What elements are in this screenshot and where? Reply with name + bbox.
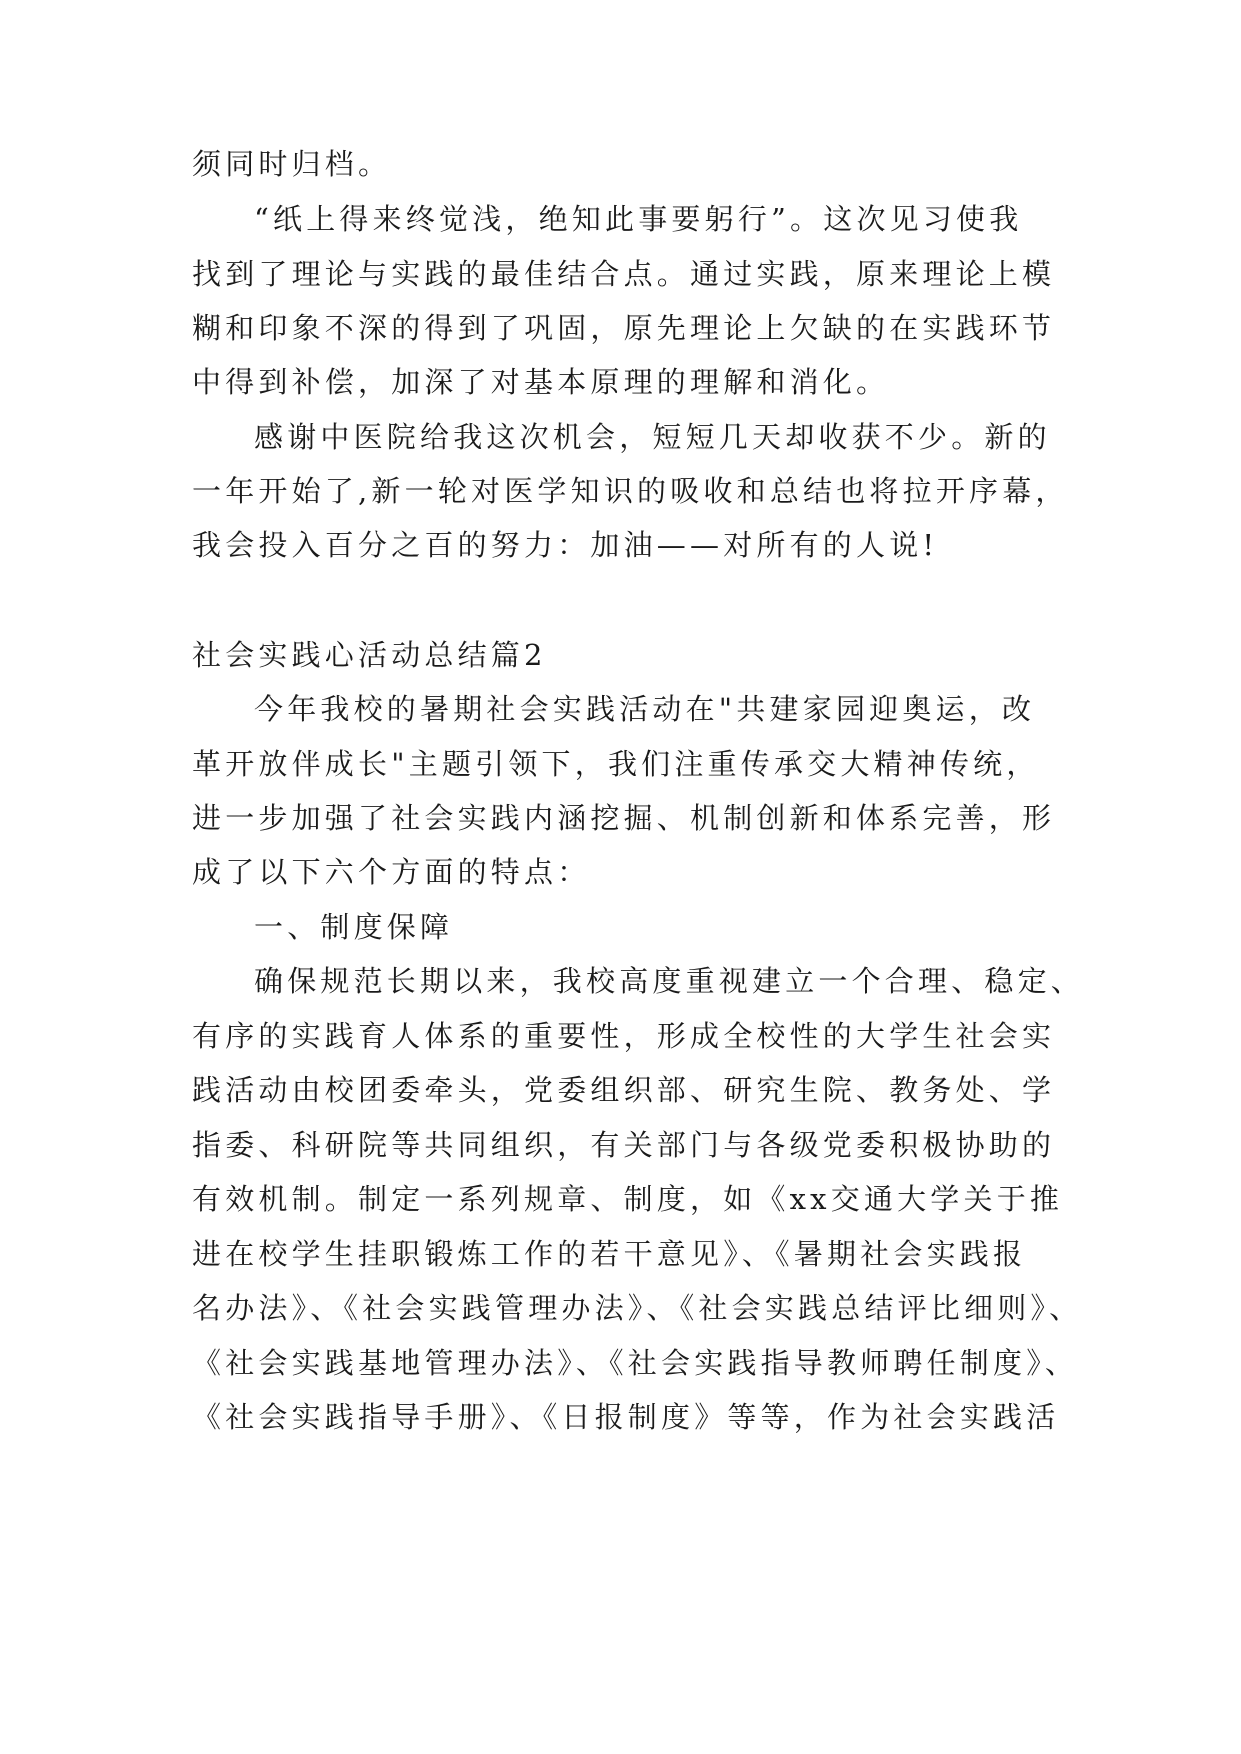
section-heading: 社会实践心活动总结篇2 <box>192 638 547 672</box>
paragraph-line: 我会投入百分之百的努力：加油——对所有的人说! <box>192 528 939 562</box>
paragraph-line: 指委、科研院等共同组织，有关部门与各级党委积极协助的 <box>192 1128 1056 1162</box>
paragraph-line: 进一步加强了社会实践内涵挖掘、机制创新和体系完善，形 <box>192 801 1056 835</box>
paragraph-line: 须同时归档。 <box>192 147 392 181</box>
paragraph-line: 《社会实践基地管理办法》、《社会实践指导教师聘任制度》、 <box>192 1346 1079 1380</box>
paragraph-line: 名办法》、《社会实践管理办法》、《社会实践总结评比细则》、 <box>192 1291 1083 1325</box>
paragraph-line: 糊和印象不深的得到了巩固，原先理论上欠缺的在实践环节 <box>192 311 1056 345</box>
paragraph-line: 确保规范长期以来，我校高度重视建立一个合理、稳定、 <box>254 964 1085 998</box>
paragraph-line: 践活动由校团委牵头，党委组织部、研究生院、教务处、学 <box>192 1073 1056 1107</box>
paragraph-line: 成了以下六个方面的特点： <box>192 855 591 889</box>
paragraph-line: 感谢中医院给我这次机会，短短几天却收获不少。新的 <box>254 420 1051 454</box>
paragraph-line: 进在校学生挂职锻炼工作的若干意见》、《暑期社会实践报 <box>192 1237 1027 1271</box>
paragraph-line: 找到了理论与实践的最佳结合点。通过实践，原来理论上模 <box>192 257 1056 291</box>
subsection-heading: 一、制度保障 <box>254 910 454 944</box>
paragraph-line: “纸上得来终觉浅，绝知此事要躬行”。这次见习使我 <box>254 202 1023 236</box>
paragraph-line: 一年开始了,新一轮对医学知识的吸收和总结也将拉开序幕， <box>192 474 1069 508</box>
paragraph-line: 有效机制。制定一系列规章、制度，如《xx交通大学关于推 <box>192 1182 1064 1216</box>
paragraph-line: 有序的实践育人体系的重要性，形成全校性的大学生社会实 <box>192 1019 1056 1053</box>
paragraph-line: 《社会实践指导手册》、《日报制度》等等，作为社会实践活 <box>192 1400 1060 1434</box>
paragraph-line: 今年我校的暑期社会实践活动在"共建家园迎奥运，改 <box>254 692 1036 726</box>
paragraph-line: 中得到补偿，加深了对基本原理的理解和消化。 <box>192 365 890 399</box>
paragraph-line: 革开放伴成长"主题引领下，我们注重传承交大精神传统， <box>192 747 1040 781</box>
